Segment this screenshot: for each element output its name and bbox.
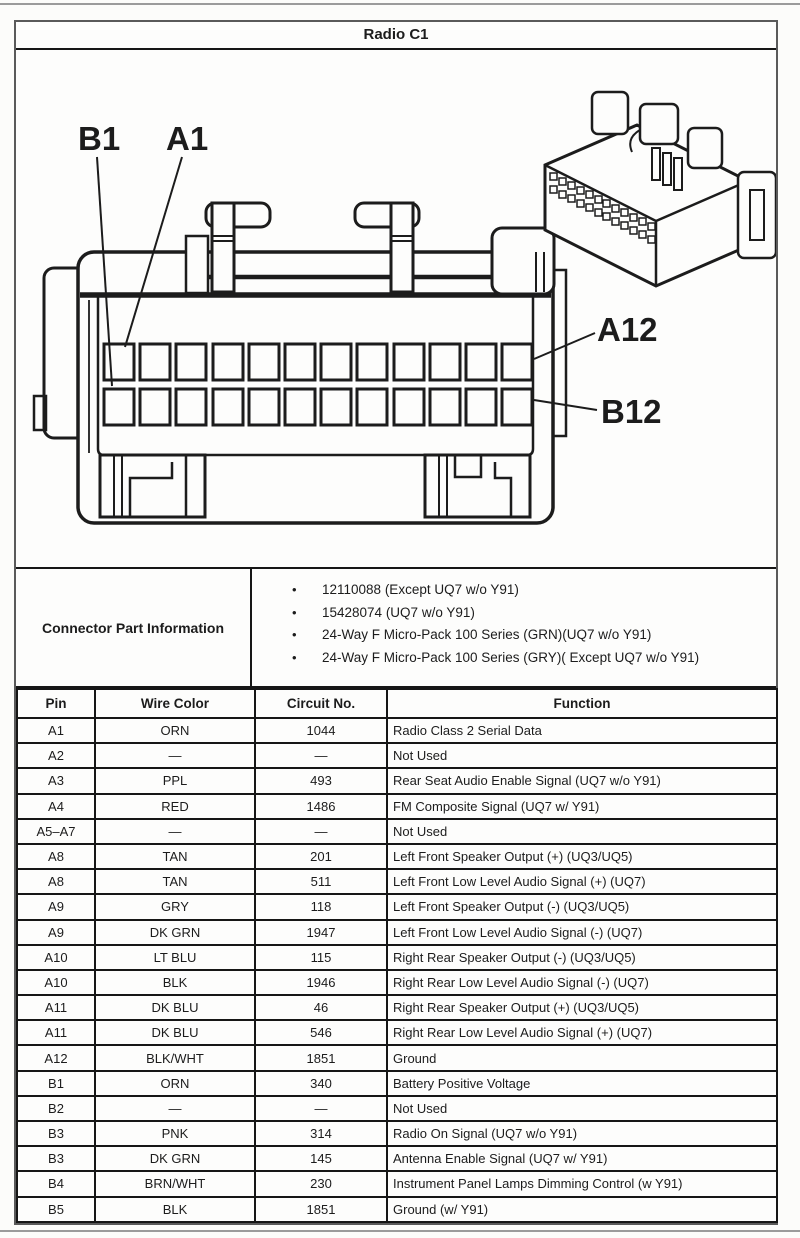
iso-latch-post-center xyxy=(640,104,678,144)
table-row xyxy=(17,1171,777,1196)
table-row xyxy=(17,1146,777,1171)
col-header-pin: Pin xyxy=(17,689,95,718)
connector-part-item xyxy=(252,624,770,647)
pin-label-b12: B12 xyxy=(601,393,662,430)
table-row xyxy=(17,768,777,793)
wire-color-cell: PPL xyxy=(95,768,255,793)
wire-color-cell: — xyxy=(95,819,255,844)
iso-latch-post-left xyxy=(592,92,628,134)
pin-cell: A11 xyxy=(17,1020,95,1045)
connector-part-item-text: 24-Way F Micro-Pack 100 Series (GRY)( Except UQ7 w/o Y91) xyxy=(322,649,700,665)
pin-cell: A1 xyxy=(17,718,95,743)
function-cell: Instrument Panel Lamps Dimming Control (w Y91) xyxy=(387,1171,777,1196)
function-cell: Antenna Enable Signal (UQ7 w/ Y91) xyxy=(387,1146,777,1171)
pin-cell: B2 xyxy=(17,1096,95,1121)
function-cell: Left Front Speaker Output (+) (UQ3/UQ5) xyxy=(387,844,777,869)
function-cell: Right Rear Low Level Audio Signal (-) (UQ7) xyxy=(387,970,777,995)
pin-cell: B4 xyxy=(17,1171,95,1196)
function-cell: Radio Class 2 Serial Data xyxy=(387,718,777,743)
table-row xyxy=(17,794,777,819)
pinout-table xyxy=(16,688,778,1223)
function-cell: FM Composite Signal (UQ7 w/ Y91) xyxy=(387,794,777,819)
table-row xyxy=(17,995,777,1020)
page-title: Radio C1 xyxy=(16,22,776,50)
page-bottom-scan-line xyxy=(0,1230,800,1232)
circuit-no-cell: 1486 xyxy=(255,794,387,819)
pin-label-b1: B1 xyxy=(78,120,121,157)
table-row xyxy=(17,945,777,970)
table-row xyxy=(17,920,777,945)
wire-color-cell: — xyxy=(95,743,255,768)
circuit-no-cell: 1851 xyxy=(255,1045,387,1070)
wire-color-cell: PNK xyxy=(95,1121,255,1146)
iso-end-plate xyxy=(738,172,776,258)
pin-cell: A8 xyxy=(17,869,95,894)
wire-color-cell: BRN/WHT xyxy=(95,1171,255,1196)
function-cell: Not Used xyxy=(387,743,777,768)
col-header-circuit-no: Circuit No. xyxy=(255,689,387,718)
pin-cell: A8 xyxy=(17,844,95,869)
connector-part-info-label: Connector Part Information xyxy=(16,569,252,686)
connector-hook-bracket xyxy=(492,228,554,294)
bullet-dot: • xyxy=(292,582,297,597)
table-row xyxy=(17,1045,777,1070)
bullet-dot: • xyxy=(292,604,297,620)
connector-right-wing xyxy=(553,270,566,436)
table-row xyxy=(17,1121,777,1146)
connector-part-item-text: 15428074 (UQ7 w/o Y91) xyxy=(322,604,475,620)
circuit-no-cell: 145 xyxy=(255,1146,387,1171)
circuit-no-cell: 115 xyxy=(255,945,387,970)
circuit-no-cell: 493 xyxy=(255,768,387,793)
function-cell: Rear Seat Audio Enable Signal (UQ7 w/o Y91) xyxy=(387,768,777,793)
pin-cell: A9 xyxy=(17,920,95,945)
connector-diagram xyxy=(16,50,776,567)
wire-color-cell: — xyxy=(95,1096,255,1121)
circuit-no-cell: — xyxy=(255,743,387,768)
wire-color-cell: RED xyxy=(95,794,255,819)
circuit-no-cell: 1946 xyxy=(255,970,387,995)
wire-color-cell: DK GRN xyxy=(95,920,255,945)
function-cell: Not Used xyxy=(387,819,777,844)
connector-part-item xyxy=(252,647,770,670)
circuit-no-cell: 46 xyxy=(255,995,387,1020)
connector-part-info-items xyxy=(252,569,776,686)
table-row xyxy=(17,1020,777,1045)
pin-cell: A9 xyxy=(17,894,95,919)
connector-part-info-section xyxy=(16,569,776,688)
wire-color-cell: BLK xyxy=(95,1197,255,1222)
circuit-no-cell: 1044 xyxy=(255,718,387,743)
connector-isometric-view xyxy=(545,92,776,286)
table-row xyxy=(17,1071,777,1096)
connector-part-item-text: 12110088 (Except UQ7 w/o Y91) xyxy=(322,582,519,597)
circuit-no-cell: 118 xyxy=(255,894,387,919)
function-cell: Ground (w/ Y91) xyxy=(387,1197,777,1222)
col-header-wire-color: Wire Color xyxy=(95,689,255,718)
circuit-no-cell: 230 xyxy=(255,1171,387,1196)
table-row xyxy=(17,970,777,995)
iso-latch-post-right xyxy=(688,128,722,168)
pin-label-a12: A12 xyxy=(597,311,658,348)
wire-color-cell: ORN xyxy=(95,718,255,743)
wire-color-cell: ORN xyxy=(95,1071,255,1096)
circuit-no-cell: 201 xyxy=(255,844,387,869)
pin-cell: A3 xyxy=(17,768,95,793)
pin-cell: A10 xyxy=(17,970,95,995)
circuit-no-cell: 546 xyxy=(255,1020,387,1045)
table-row xyxy=(17,1197,777,1222)
table-row xyxy=(17,1096,777,1121)
function-cell: Radio On Signal (UQ7 w/o Y91) xyxy=(387,1121,777,1146)
function-cell: Battery Positive Voltage xyxy=(387,1071,777,1096)
circuit-no-cell: — xyxy=(255,1096,387,1121)
pin-cell: A10 xyxy=(17,945,95,970)
page-top-scan-line xyxy=(0,3,800,5)
wire-color-cell: DK BLU xyxy=(95,1020,255,1045)
connector-diagram-panel xyxy=(16,50,776,569)
connector-part-list xyxy=(252,579,770,669)
table-row xyxy=(17,869,777,894)
wire-color-cell: TAN xyxy=(95,869,255,894)
pin-cell: B3 xyxy=(17,1146,95,1171)
pin-cell: B1 xyxy=(17,1071,95,1096)
circuit-no-cell: — xyxy=(255,819,387,844)
table-row xyxy=(17,718,777,743)
connector-part-item xyxy=(252,579,770,602)
circuit-no-cell: 1851 xyxy=(255,1197,387,1222)
pin-cell: A4 xyxy=(17,794,95,819)
connector-part-item xyxy=(252,602,770,625)
table-row xyxy=(17,844,777,869)
col-header-function: Function xyxy=(387,689,777,718)
pin-cell: A12 xyxy=(17,1045,95,1070)
function-cell: Right Rear Speaker Output (-) (UQ3/UQ5) xyxy=(387,945,777,970)
circuit-no-cell: 511 xyxy=(255,869,387,894)
wire-color-cell: LT BLU xyxy=(95,945,255,970)
circuit-no-cell: 1947 xyxy=(255,920,387,945)
wire-color-cell: DK GRN xyxy=(95,1146,255,1171)
wire-color-cell: BLK/WHT xyxy=(95,1045,255,1070)
pin-cell: A5–A7 xyxy=(17,819,95,844)
connector-part-item-text: 24-Way F Micro-Pack 100 Series (GRN)(UQ7 w/o Y91) xyxy=(322,627,652,642)
table-row xyxy=(17,819,777,844)
function-cell: Left Front Low Level Audio Signal (-) (UQ7) xyxy=(387,920,777,945)
function-cell: Ground xyxy=(387,1045,777,1070)
table-row xyxy=(17,894,777,919)
wire-color-cell: GRY xyxy=(95,894,255,919)
pin-cell: B5 xyxy=(17,1197,95,1222)
table-row xyxy=(17,743,777,768)
pin-cell: B3 xyxy=(17,1121,95,1146)
function-cell: Not Used xyxy=(387,1096,777,1121)
function-cell: Left Front Low Level Audio Signal (+) (UQ7) xyxy=(387,869,777,894)
wire-color-cell: TAN xyxy=(95,844,255,869)
function-cell: Right Rear Low Level Audio Signal (+) (UQ7) xyxy=(387,1020,777,1045)
pin-label-a1: A1 xyxy=(166,120,209,157)
function-cell: Right Rear Speaker Output (+) (UQ3/UQ5) xyxy=(387,995,777,1020)
bullet-dot: • xyxy=(292,627,297,642)
wire-color-cell: DK BLU xyxy=(95,995,255,1020)
content-frame xyxy=(14,20,778,1225)
table-header-row xyxy=(17,689,777,718)
pin-cell: A11 xyxy=(17,995,95,1020)
circuit-no-cell: 340 xyxy=(255,1071,387,1096)
pin-cell: A2 xyxy=(17,743,95,768)
connector-small-post xyxy=(186,236,208,293)
wire-color-cell: BLK xyxy=(95,970,255,995)
circuit-no-cell: 314 xyxy=(255,1121,387,1146)
function-cell: Left Front Speaker Output (-) (UQ3/UQ5) xyxy=(387,894,777,919)
bullet-dot: • xyxy=(292,649,297,665)
